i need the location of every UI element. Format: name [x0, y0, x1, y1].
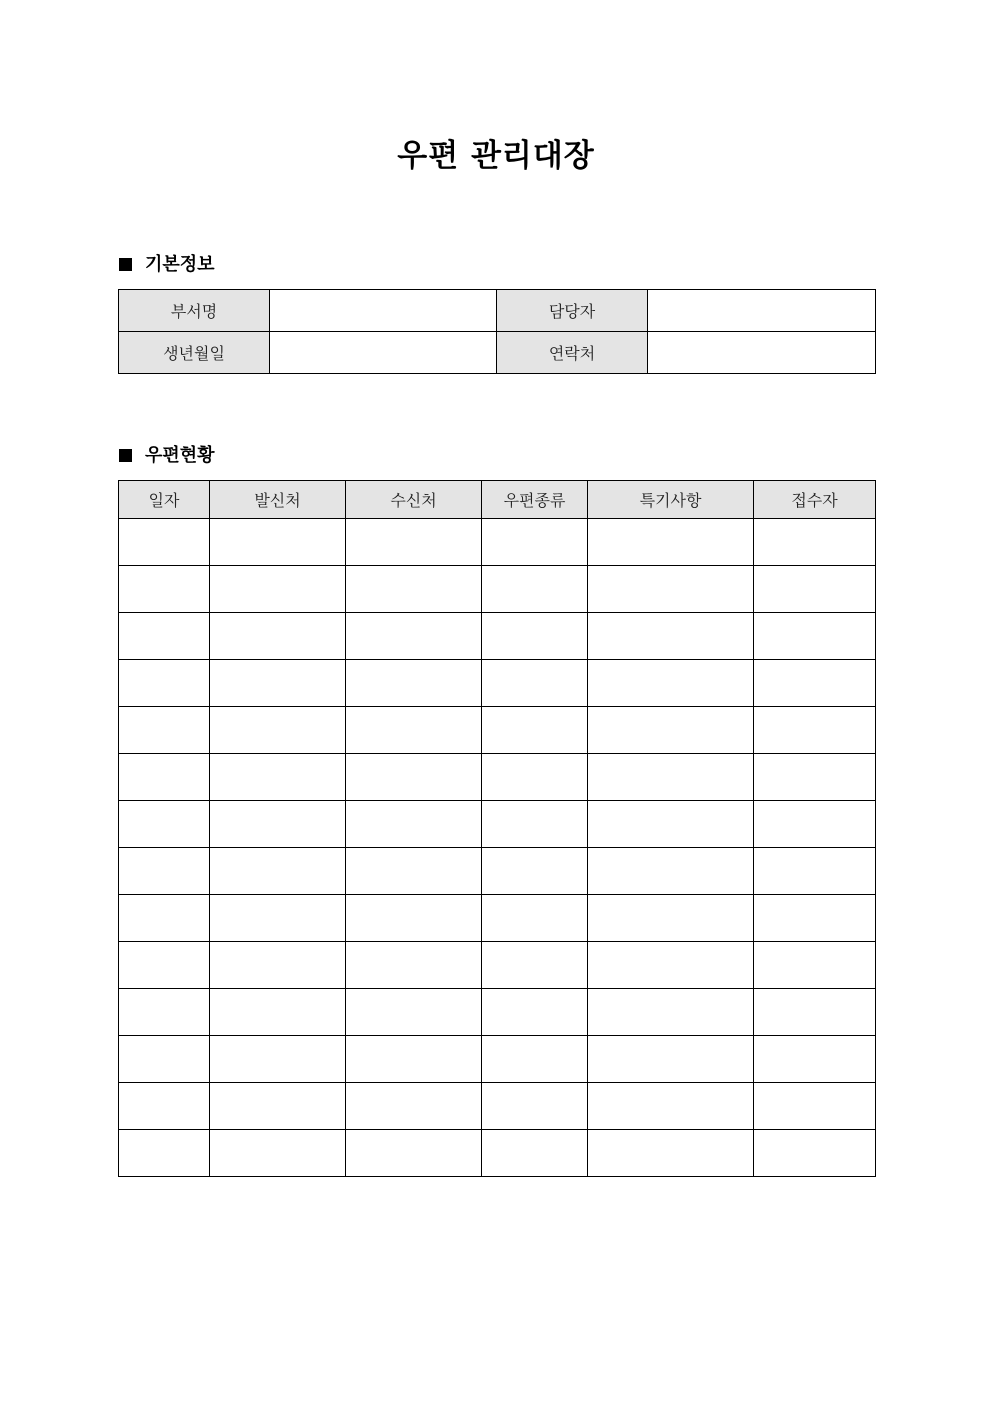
receiver-cell[interactable]: [754, 613, 876, 660]
section-heading-mail-status: [119, 444, 215, 468]
table-row: [119, 660, 876, 707]
table-row: [119, 895, 876, 942]
remarks-cell[interactable]: [588, 519, 754, 566]
receiver-cell[interactable]: [754, 754, 876, 801]
date-cell[interactable]: [119, 942, 210, 989]
table-row: [119, 290, 876, 332]
table-row: [119, 1036, 876, 1083]
receiver-cell[interactable]: [754, 848, 876, 895]
department-label: 부서명: [119, 290, 270, 332]
remarks-cell[interactable]: [588, 848, 754, 895]
date-cell[interactable]: [119, 989, 210, 1036]
sender-cell[interactable]: [210, 1130, 346, 1177]
receiver-cell[interactable]: [754, 660, 876, 707]
birthdate-label: 생년월일: [119, 332, 270, 374]
mail-type-cell[interactable]: [482, 895, 588, 942]
recipient-cell[interactable]: [346, 613, 482, 660]
date-cell[interactable]: [119, 519, 210, 566]
remarks-cell[interactable]: [588, 660, 754, 707]
table-row: [119, 1130, 876, 1177]
recipient-cell[interactable]: [346, 895, 482, 942]
sender-cell[interactable]: [210, 1083, 346, 1130]
mail-type-cell[interactable]: [482, 707, 588, 754]
date-cell[interactable]: [119, 1036, 210, 1083]
mail-type-cell[interactable]: [482, 848, 588, 895]
birthdate-field[interactable]: [270, 332, 497, 374]
remarks-cell[interactable]: [588, 1036, 754, 1083]
date-cell[interactable]: [119, 801, 210, 848]
date-cell[interactable]: [119, 754, 210, 801]
mail-type-cell[interactable]: [482, 566, 588, 613]
mail-type-cell[interactable]: [482, 1083, 588, 1130]
page-title: 우편 관리대장: [397, 138, 595, 174]
sender-cell[interactable]: [210, 989, 346, 1036]
manager-field[interactable]: [648, 290, 876, 332]
date-cell[interactable]: [119, 1083, 210, 1130]
date-cell[interactable]: [119, 707, 210, 754]
sender-cell[interactable]: [210, 754, 346, 801]
sender-cell[interactable]: [210, 801, 346, 848]
mail-type-cell[interactable]: [482, 613, 588, 660]
recipient-cell[interactable]: [346, 519, 482, 566]
recipient-cell[interactable]: [346, 1130, 482, 1177]
remarks-cell[interactable]: [588, 613, 754, 660]
mail-type-cell[interactable]: [482, 660, 588, 707]
recipient-cell[interactable]: [346, 1036, 482, 1083]
department-field[interactable]: [270, 290, 497, 332]
contact-field[interactable]: [648, 332, 876, 374]
sender-cell[interactable]: [210, 1036, 346, 1083]
mail-type-cell[interactable]: [482, 989, 588, 1036]
mail-type-cell[interactable]: [482, 1130, 588, 1177]
remarks-cell[interactable]: [588, 942, 754, 989]
mail-type-cell[interactable]: [482, 1036, 588, 1083]
receiver-cell[interactable]: [754, 942, 876, 989]
sender-cell[interactable]: [210, 566, 346, 613]
remarks-cell[interactable]: [588, 1130, 754, 1177]
column-header-mail-type: 우편종류: [482, 481, 588, 519]
mail-type-cell[interactable]: [482, 942, 588, 989]
basic-info-table: [118, 289, 876, 374]
recipient-cell[interactable]: [346, 566, 482, 613]
sender-cell[interactable]: [210, 707, 346, 754]
table-row: [119, 332, 876, 374]
column-header-recipient: 수신처: [346, 481, 482, 519]
table-row: [119, 519, 876, 566]
recipient-cell[interactable]: [346, 801, 482, 848]
table-row: [119, 1083, 876, 1130]
recipient-cell[interactable]: [346, 942, 482, 989]
date-cell[interactable]: [119, 660, 210, 707]
remarks-cell[interactable]: [588, 989, 754, 1036]
remarks-cell[interactable]: [588, 1083, 754, 1130]
remarks-cell[interactable]: [588, 801, 754, 848]
section-heading-basic-info: [119, 253, 215, 277]
remarks-cell[interactable]: [588, 895, 754, 942]
recipient-cell[interactable]: [346, 660, 482, 707]
date-cell[interactable]: [119, 1130, 210, 1177]
section-heading-label: 우편현황: [145, 445, 215, 466]
sender-cell[interactable]: [210, 613, 346, 660]
table-row: [119, 989, 876, 1036]
receiver-cell[interactable]: [754, 1083, 876, 1130]
manager-label: 담당자: [497, 290, 648, 332]
mail-type-cell[interactable]: [482, 754, 588, 801]
column-header-sender: 발신처: [210, 481, 346, 519]
receiver-cell[interactable]: [754, 566, 876, 613]
column-header-remarks: 특기사항: [588, 481, 754, 519]
date-cell[interactable]: [119, 895, 210, 942]
recipient-cell[interactable]: [346, 1083, 482, 1130]
recipient-cell[interactable]: [346, 848, 482, 895]
mail-type-cell[interactable]: [482, 801, 588, 848]
receiver-cell[interactable]: [754, 801, 876, 848]
square-bullet-icon: [119, 258, 132, 271]
column-header-date: 일자: [119, 481, 210, 519]
table-row: [119, 754, 876, 801]
receiver-cell[interactable]: [754, 1036, 876, 1083]
mail-status-table: [118, 480, 876, 1177]
section-heading-label: 기본정보: [145, 254, 215, 275]
date-cell[interactable]: [119, 566, 210, 613]
date-cell[interactable]: [119, 613, 210, 660]
mail-status-body: [119, 519, 876, 1177]
receiver-cell[interactable]: [754, 707, 876, 754]
receiver-cell[interactable]: [754, 1130, 876, 1177]
mail-type-cell[interactable]: [482, 519, 588, 566]
table-row: [119, 942, 876, 989]
table-row: [119, 566, 876, 613]
recipient-cell[interactable]: [346, 707, 482, 754]
table-row: [119, 801, 876, 848]
sender-cell[interactable]: [210, 519, 346, 566]
square-bullet-icon: [119, 449, 132, 462]
table-header-row: [119, 481, 876, 519]
sender-cell[interactable]: [210, 660, 346, 707]
date-cell[interactable]: [119, 848, 210, 895]
table-row: [119, 613, 876, 660]
remarks-cell[interactable]: [588, 707, 754, 754]
recipient-cell[interactable]: [346, 754, 482, 801]
remarks-cell[interactable]: [588, 754, 754, 801]
sender-cell[interactable]: [210, 895, 346, 942]
recipient-cell[interactable]: [346, 989, 482, 1036]
table-row: [119, 707, 876, 754]
sender-cell[interactable]: [210, 942, 346, 989]
sender-cell[interactable]: [210, 848, 346, 895]
remarks-cell[interactable]: [588, 566, 754, 613]
contact-label: 연락처: [497, 332, 648, 374]
receiver-cell[interactable]: [754, 989, 876, 1036]
receiver-cell[interactable]: [754, 895, 876, 942]
table-row: [119, 848, 876, 895]
receiver-cell[interactable]: [754, 519, 876, 566]
column-header-receiver: 접수자: [754, 481, 876, 519]
